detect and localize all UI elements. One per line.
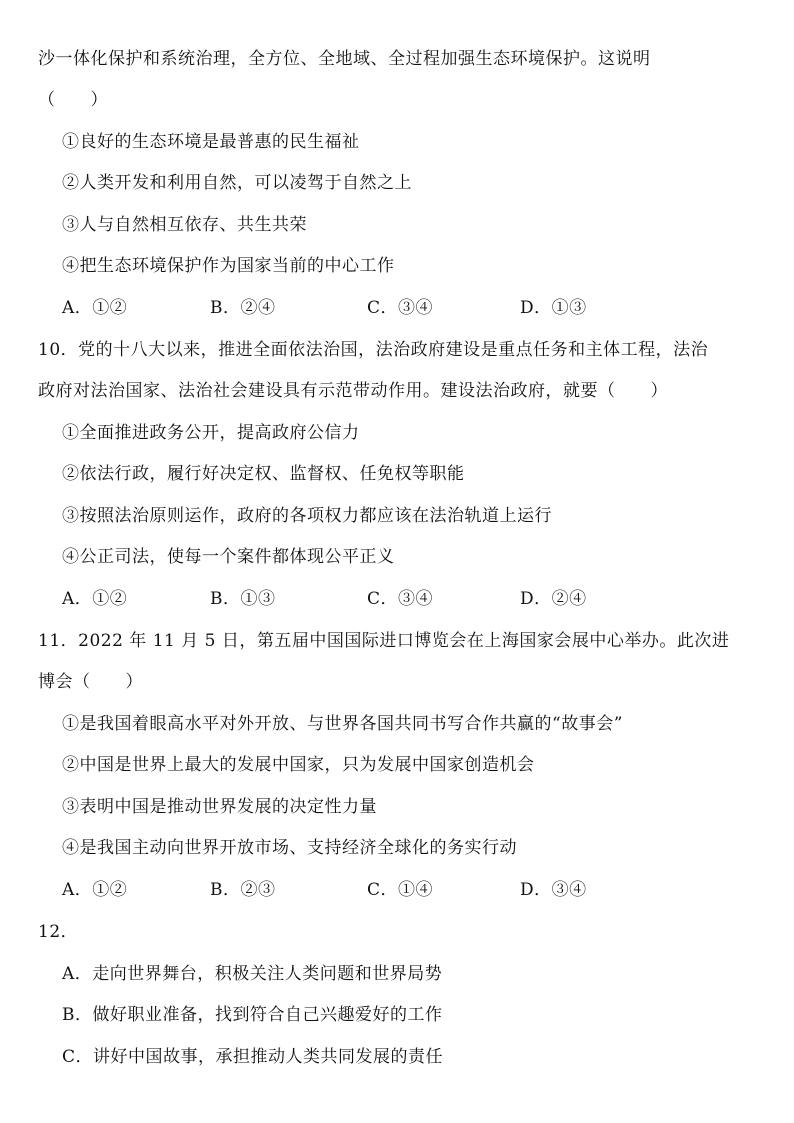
q9-options <box>62 297 762 319</box>
q11-statement-3: ③表明中国是推动世界发展的决定性力量 <box>62 797 377 817</box>
q10-stem-line-2: 政府对法治国家、法治社会建设具有示范带动作用。建设法治政府，就要（ ） <box>38 381 668 401</box>
q12-option-a[interactable]: A．走向世界舞台，积极关注人类问题和世界局势 <box>62 964 443 984</box>
q11-option-c[interactable]: C．①④ <box>367 880 434 900</box>
q11-stem-line-1: 11．2022 年 11 月 5 日，第五届中国国际进口博览会在上海国家会展中心举办。此次进 <box>38 631 730 651</box>
q9-option-b[interactable]: B．②④ <box>210 298 276 318</box>
q10-statement-2: ②依法行政，履行好决定权、监督权、任免权等职能 <box>62 464 465 484</box>
q9-statement-2: ②人类开发和利用自然，可以凌驾于自然之上 <box>62 173 412 193</box>
q12-stem-line-1: 12． <box>38 922 79 942</box>
q11-statement-1: ①是我国着眼高水平对外开放、与世界各国共同书写合作共赢的“故事会” <box>62 714 623 734</box>
q11-option-b[interactable]: B．②③ <box>210 880 276 900</box>
q11-option-a[interactable]: A．①② <box>62 880 128 900</box>
q9-statement-1: ①良好的生态环境是最普惠的民生福祉 <box>62 132 360 152</box>
q10-statement-1: ①全面推进政务公开，提高政府公信力 <box>62 423 360 443</box>
q10-statement-4: ④公正司法，使每一个案件都体现公平正义 <box>62 547 395 567</box>
q10-option-b[interactable]: B．①③ <box>210 589 276 609</box>
q12-option-c[interactable]: C．讲好中国故事，承担推动人类共同发展的责任 <box>62 1047 444 1067</box>
q9-stem-line-1: 沙一体化保护和系统治理，全方位、全地域、全过程加强生态环境保护。这说明 <box>38 49 651 69</box>
q10-option-c[interactable]: C．③④ <box>367 589 434 609</box>
q12-option-b[interactable]: B．做好职业准备，找到符合自己兴趣爱好的工作 <box>62 1005 443 1025</box>
q10-options <box>62 588 762 610</box>
q9-statement-3: ③人与自然相互依存、共生共荣 <box>62 215 307 235</box>
q9-stem-line-2: （ ） <box>38 90 108 110</box>
q11-statement-4: ④是我国主动向世界开放市场、支持经济全球化的务实行动 <box>62 838 517 858</box>
q9-option-d[interactable]: D．①③ <box>520 298 587 318</box>
q11-stem-line-2: 博会（ ） <box>38 672 143 692</box>
q10-option-d[interactable]: D．②④ <box>520 589 587 609</box>
q10-option-a[interactable]: A．①② <box>62 589 128 609</box>
q9-option-c[interactable]: C．③④ <box>367 298 434 318</box>
q11-option-d[interactable]: D．③④ <box>520 880 587 900</box>
q9-option-a[interactable]: A．①② <box>62 298 128 318</box>
q10-stem-line-1: 10．党的十八大以来，推进全面依法治国，法治政府建设是重点任务和主体工程，法治 <box>38 340 709 360</box>
q10-statement-3: ③按照法治原则运作，政府的各项权力都应该在法治轨道上运行 <box>62 506 552 526</box>
q9-statement-4: ④把生态环境保护作为国家当前的中心工作 <box>62 256 395 276</box>
q11-options <box>62 879 762 901</box>
q11-statement-2: ②中国是世界上最大的发展中国家，只为发展中国家创造机会 <box>62 755 535 775</box>
